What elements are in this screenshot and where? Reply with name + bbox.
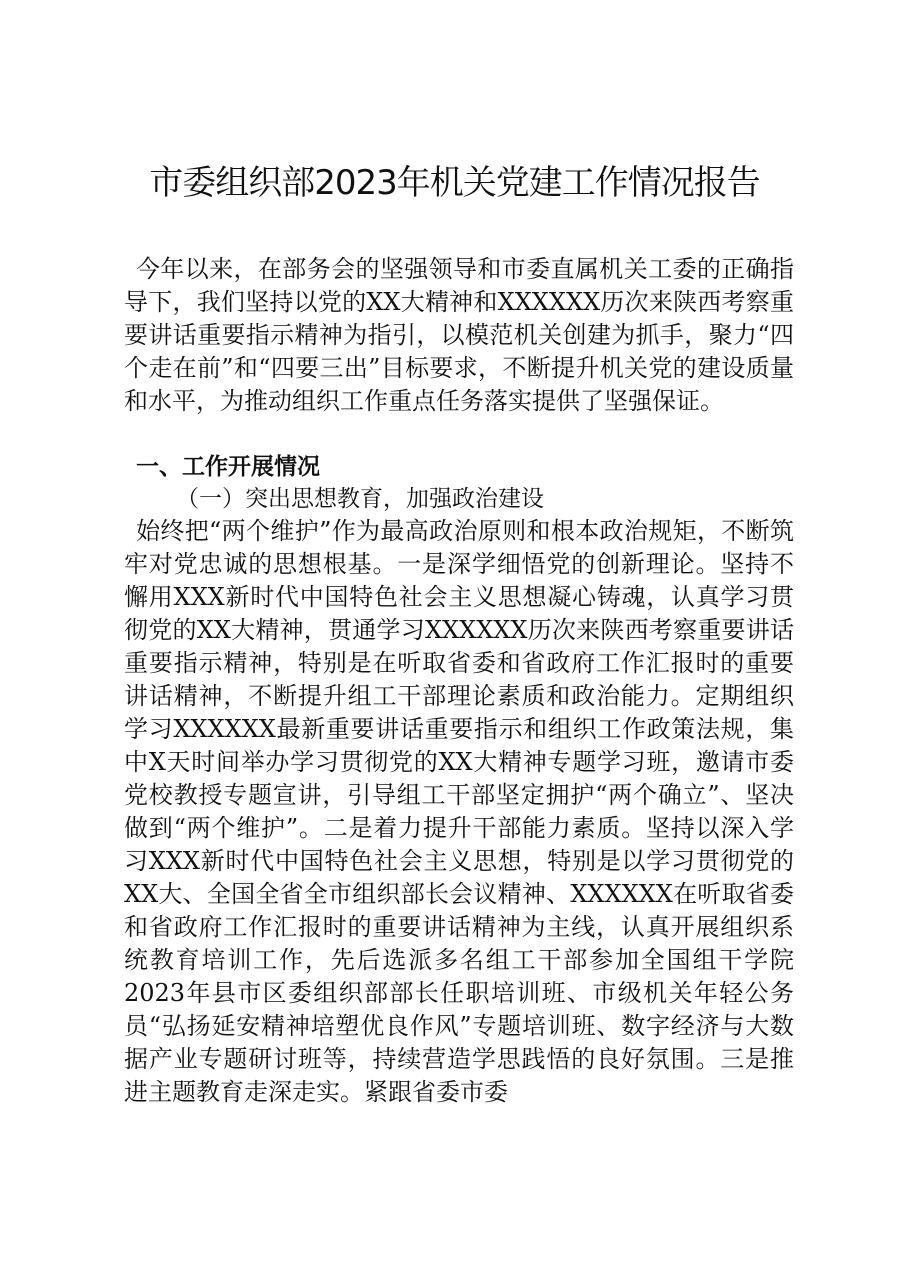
section-heading: 一、工作开展情况 [136, 454, 320, 480]
body-paragraph: 始终把“两个维护”作为最高政治原则和根本政治规矩，不断筑牢对党忠诚的思想根基。一是深学细悟党的创新理论。坚持不懈用XXX新时代中国特色社会主义思想凝心铸魂，认真学习贯彻党的XX大精神，贯通学习XXXXXX历次来陕西考察重要讲话重要指示精神，特别是在听取省委和省政府工作汇报时的重要讲话精神，不断提升组工干部理论素质和政治能力。定期组织学习XXXXXX最新重要讲话重要指示和组织工作政策法规，集中X天时间举办学习贯彻党的XX大精神专题学习班，邀请市委党校教授专题宣讲，引导组工干部坚定拥护“两个确立”、坚决做到“两个维护”。二是着力提升干部能力素质。坚持以深入学习XXX新时代中国特色社会主义思想，特别是以学习贯彻党的XX大、全国全省全市组织部长会议精神、XXXXXX在听取省委和省政府工作汇报时的重要讲话精神为主线，认真开展组织系统教育培训工作，先后选派多名组工干部参加全国组干学院2023年县市区委组织部部长任职培训班、市级机关年轻公务员“弘扬延安精神培塑优良作风”专题培训班、数字经济与大数据产业专题研讨班等，持续营造学思践悟的良好氛围。三是推进主题教育走深走实。紧跟省委市委 [124, 517, 794, 1106]
subsection-heading: （一）突出思想教育，加强政治建设 [176, 486, 544, 512]
intro-paragraph: 今年以来，在部务会的坚强领导和市委直属机关工委的正确指导下，我们坚持以党的XX大精神和XXXXXX历次来陕西考察重要讲话重要指示精神为指引，以模范机关创建为抓手，聚力“四个走在前”和“四要三出”目标要求，不断提升机关党的建设质量和水平，为推动组织工作重点任务落实提供了坚强保证。 [124, 255, 794, 415]
document-title: 市委组织部2023年机关党建工作情况报告 [149, 163, 760, 203]
